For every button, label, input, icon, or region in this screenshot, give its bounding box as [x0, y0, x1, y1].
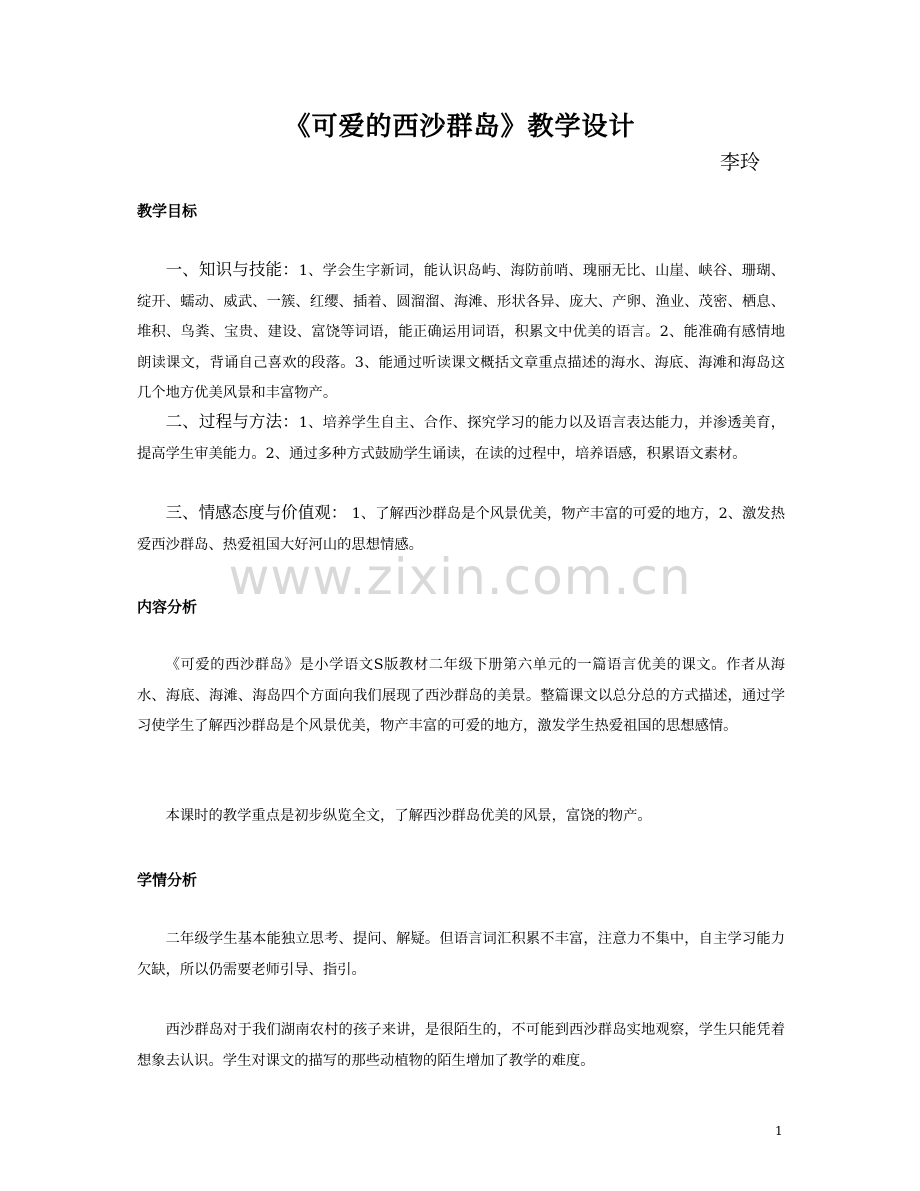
heading-student-analysis: 学情分析 [137, 871, 198, 889]
student-analysis-paragraph-2: 西沙群岛对于我们湖南农村的孩子来讲，是很陌生的，不可能到西沙群岛实地观察，学生只能凭着想象去认识。学生对课文的描写的那些动植物的陌生增加了教学的难度。 [137, 1022, 785, 1069]
heading-teaching-goals: 教学目标 [137, 202, 198, 220]
goals-emotion-paragraph [137, 498, 785, 560]
goals-knowledge-body: 1、学会生字新词，能认识岛屿、海防前哨、瑰丽无比、山崖、峡谷、珊瑚、绽开、蠕动、威武、一簇、红缨、插着、圆溜溜、海滩、形状各异、庞大、产卵、渔业、茂密、栖息、堆积、鸟粪、宝贵、建设、富饶等词语，能正确运用词语，积累文中优美的语言。2、能准确有感情地朗读课文，背诵自己喜欢的段落。3、能通过听读课文概括文章重点描述的海水、海底、海滩和海岛这几个地方优美风景和丰富物产。 [137, 263, 786, 401]
goals-process-body: 1、培养学生自主、合作、探究学习的能力以及语言表达能力，并渗透美育，提高学生审美能力。2、通过多种方式鼓励学生诵读，在读的过程中，培养语感，积累语文素材。 [137, 415, 786, 462]
goals-process-lead: 二、过程与方法： [165, 412, 299, 431]
goals-knowledge-lead: 一、知识与技能： [165, 260, 299, 279]
watermark-text: www.zixin.com.cn [228, 548, 692, 606]
goals-emotion-lead: 三、情感态度与价值观： [165, 503, 348, 522]
page-number: 1 [775, 1124, 783, 1138]
author-name: 李玲 [720, 150, 760, 174]
goals-process-paragraph [137, 407, 785, 469]
heading-content-analysis: 内容分析 [137, 598, 198, 616]
goals-emotion-body: 1、了解西沙群岛是个风景优美，物产丰富的可爱的地方，2、激发热爱西沙群岛、热爱祖国大好河山的思想情感。 [137, 506, 786, 553]
document-title: 《可爱的西沙群岛》教学设计 [284, 112, 636, 142]
goals-knowledge-paragraph [137, 255, 785, 409]
content-analysis-paragraph-2: 本课时的教学重点是初步纵览全文，了解西沙群岛优美的风景，富饶的物产。 [165, 808, 652, 824]
content-analysis-paragraph-1: 《可爱的西沙群岛》是小学语文S版教材二年级下册第六单元的一篇语言优美的课文。作者从海水、海底、海滩、海岛四个方面向我们展现了西沙群岛的美景。整篇课文以总分总的方式描述，通过学习使学生了解西沙群岛是个风景优美，物产丰富的可爱的地方，激发学生热爱祖国的思想感情。 [137, 657, 785, 734]
student-analysis-paragraph-1: 二年级学生基本能独立思考、提问、解疑。但语言词汇积累不丰富，注意力不集中，自主学习能力欠缺，所以仍需要老师引导、指引。 [137, 931, 785, 978]
